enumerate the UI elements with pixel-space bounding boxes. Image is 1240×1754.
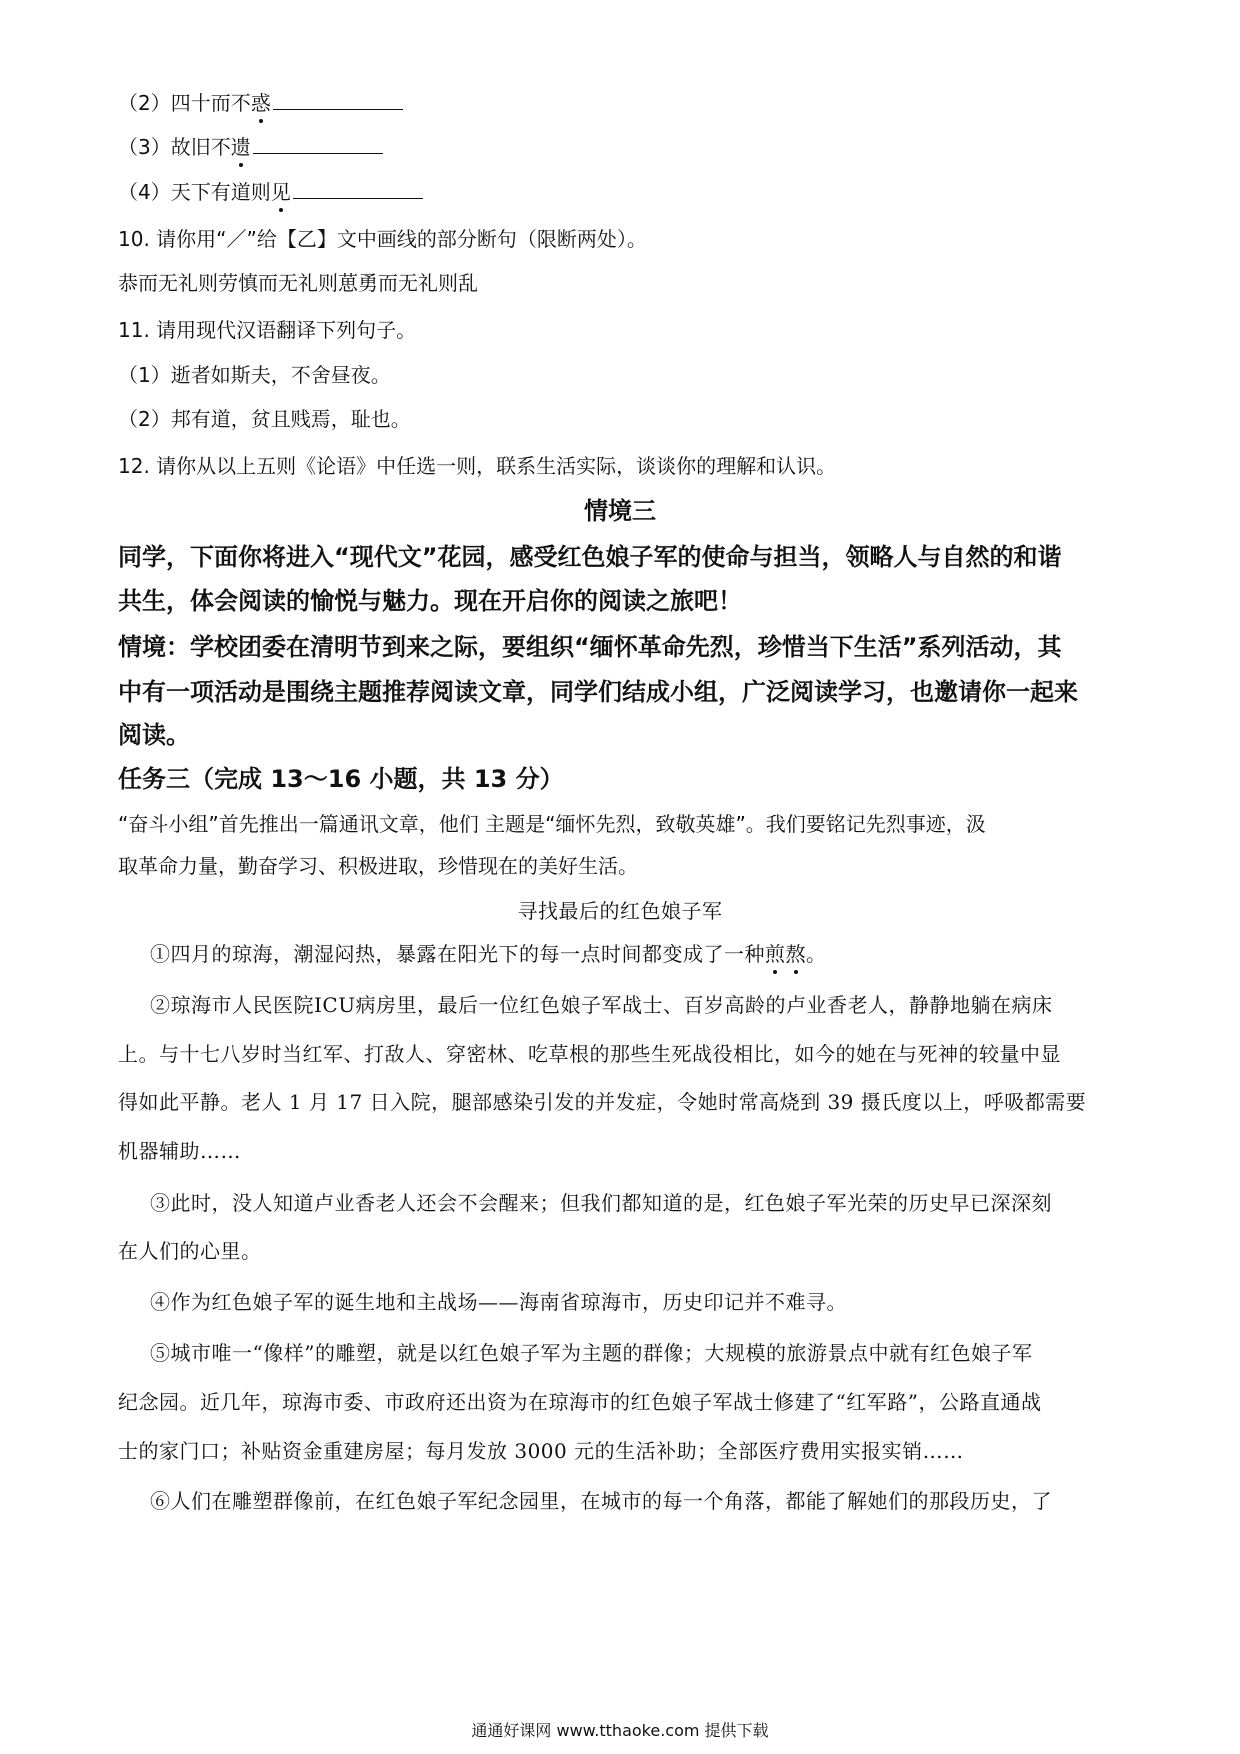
task-title: 任务三（完成 13～16 小题，共 13 分） [118, 765, 564, 793]
section-intro-line-1: 同学，下面你将进入“现代文”花园，感受红色娘子军的使命与担当，领略人与自然的和谐 [118, 543, 1062, 571]
task-intro-line-1: “奋斗小组”首先推出一篇通讯文章，他们 主题是“缅怀先烈，致敬英雄”。我们要铭记先烈事迹，汲 [118, 812, 986, 836]
article-p1-dotted-1: 煎 [765, 942, 786, 966]
article-p2-line-2: 上。与十七八岁时当红军、打敌人、穿密林、吃草根的那些生死战役相比，如今的她在与死神的较量中显 [118, 1042, 1061, 1066]
q9-item-2-blank[interactable] [273, 89, 403, 110]
q9-item-3-blank[interactable] [253, 133, 383, 154]
q10-sentence: 恭而无礼则劳慎而无礼则葸勇而无礼则乱 [118, 271, 478, 295]
q9-item-3 [118, 133, 383, 161]
section-intro-line-2: 共生，体会阅读的愉悦与魅力。现在开启你的阅读之旅吧！ [118, 587, 742, 615]
article-p6-line-1: ⑥人们在雕塑群像前，在红色娘子军纪念园里，在城市的每一个角落，都能了解她们的那段历史，了 [150, 1489, 1052, 1513]
article-p2-line-4: 机器辅助…… [118, 1139, 241, 1163]
article-p1-dotted-2: 熬 [785, 942, 806, 966]
q9-item-2-label: （2）四十而不 [118, 91, 251, 115]
q12-question: 12. 请你从以上五则《论语》中任选一则，联系生活实际，谈谈你的理解和认识。 [118, 454, 837, 478]
article-p1 [150, 940, 827, 968]
q9-item-3-dotted: 遗 [230, 135, 251, 159]
q11-item-2: （2）邦有道，贫且贱焉，耻也。 [118, 407, 411, 431]
q9-item-4 [118, 178, 423, 206]
q10-question: 10. 请你用“／”给【乙】文中画线的部分断句（限断两处）。 [118, 227, 647, 251]
q9-item-4-label: （4）天下有道则 [118, 180, 271, 204]
q9-item-4-blank[interactable] [293, 178, 423, 199]
section-title: 情境三 [584, 497, 656, 525]
q11-item-1: （1）逝者如斯夫，不舍昼夜。 [118, 363, 391, 387]
context-line-2: 中有一项活动是围绕主题推荐阅读文章，同学们结成小组，广泛阅读学习，也邀请你一起来 [118, 678, 1078, 706]
q9-item-2-dotted: 惑 [250, 91, 271, 115]
article-p5-line-3: 士的家门口；补贴资金重建房屋；每月发放 3000 元的生活补助；全部医疗费用实报实销…… [118, 1439, 964, 1463]
article-p2-line-3: 得如此平静。老人 1 月 17 日入院，腿部感染引发的并发症，令她时常高烧到 39 摄氏度以上，呼吸都需要 [118, 1090, 1087, 1114]
task-intro-line-2: 取革命力量，勤奋学习、积极进取，珍惜现在的美好生活。 [118, 854, 638, 878]
article-p1-end: 。 [806, 942, 827, 966]
page-footer: 通通好课网 www.tthaoke.com 提供下载 [471, 1721, 769, 1740]
article-p2-line-1: ②琼海市人民医院ICU病房里，最后一位红色娘子军战士、百岁高龄的卢业香老人，静静地躺在病床 [150, 993, 1053, 1017]
context-line-3: 阅读。 [118, 721, 190, 749]
q11-question: 11. 请用现代汉语翻译下列句子。 [118, 318, 417, 342]
article-title: 寻找最后的红色娘子军 [517, 899, 723, 923]
article-p1-text: ①四月的琼海，潮湿闷热，暴露在阳光下的每一点时间都变成了一种 [150, 942, 765, 966]
q9-item-2 [118, 89, 403, 117]
article-p3-line-1: ③此时，没人知道卢业香老人还会不会醒来；但我们都知道的是，红色娘子军光荣的历史早已深深刻 [150, 1191, 1052, 1215]
article-p4-line-1: ④作为红色娘子军的诞生地和主战场——海南省琼海市，历史印记并不难寻。 [150, 1290, 847, 1314]
article-p3-line-2: 在人们的心里。 [118, 1239, 262, 1263]
context-line-1: 情境：学校团委在清明节到来之际，要组织“缅怀革命先烈，珍惜当下生活”系列活动，其 [118, 633, 1062, 661]
q9-item-3-label: （3）故旧不 [118, 135, 231, 159]
article-p5-line-2: 纪念园。近几年，琼海市委、市政府还出资为在琼海市的红色娘子军战士修建了“红军路”，公路直通战 [118, 1390, 1042, 1414]
article-p5-line-1: ⑤城市唯一“像样”的雕塑，就是以红色娘子军为主题的群像；大规模的旅游景点中就有红色娘子军 [150, 1341, 1033, 1365]
q9-item-4-dotted: 见 [270, 180, 291, 204]
